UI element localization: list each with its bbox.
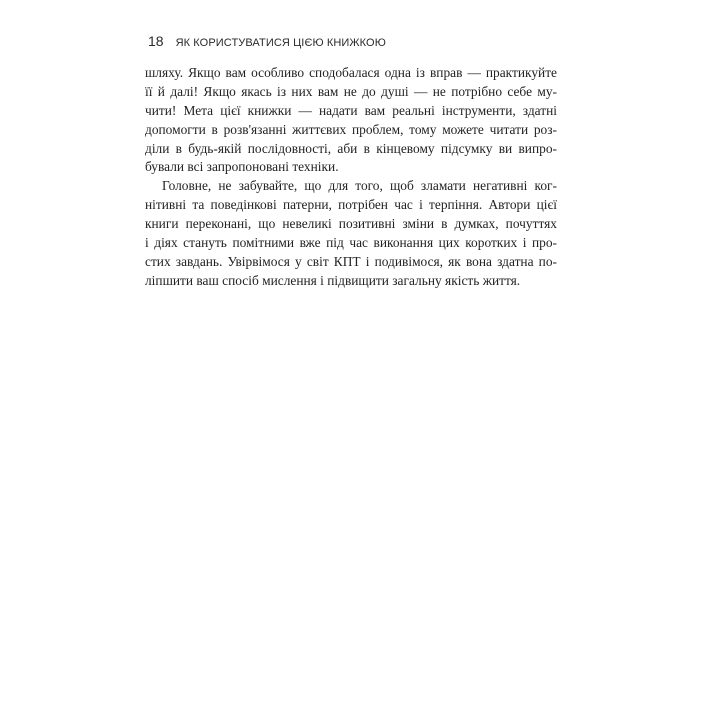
text-line: книги переконані, що невеликі позитивні зміни в думках, почуттях	[145, 216, 557, 232]
page-header	[148, 33, 386, 49]
paragraph-1	[145, 64, 557, 177]
text-line: бували всі запропоновані техніки.	[145, 159, 339, 175]
text-line: стих завдань. Увірвімося у світ КПТ і подивімося, як вона здатна по-	[145, 253, 557, 269]
text-line: діли в будь-якій послідовності, аби в кінцевому підсумку ви випро-	[145, 140, 557, 156]
text-line: шляху. Якщо вам особливо сподобалася одна із вправ — практикуйте	[145, 65, 557, 80]
body-text	[145, 64, 557, 291]
text-line: ліпшити ваш спосіб мислення і підвищити загальну якість життя.	[145, 272, 521, 288]
text-line: і діях стануть помітними вже під час виконання цих коротких і про-	[145, 235, 557, 251]
running-head: ЯК КОРИСТУВАТИСЯ ЦІЄЮ КНИЖКОЮ	[175, 37, 386, 49]
text-line: Головне, не забувайте, що для того, щоб зламати негативні ког-	[162, 178, 557, 194]
text-line: нітивні та поведінкові патерни, потрібен час і терпіння. Автори цієї	[145, 197, 557, 213]
paragraph-2	[145, 177, 557, 290]
text-line: її й далі! Якщо якась із них вам не до душі — не потрібно себе му-	[145, 83, 557, 99]
text-line: допомогти в розв'язанні життєвих проблем, тому можете читати роз-	[145, 121, 557, 137]
page-number: 18	[148, 33, 164, 49]
text-line: чити! Мета цієї книжки — надати вам реальні інструменти, здатні	[145, 102, 557, 118]
